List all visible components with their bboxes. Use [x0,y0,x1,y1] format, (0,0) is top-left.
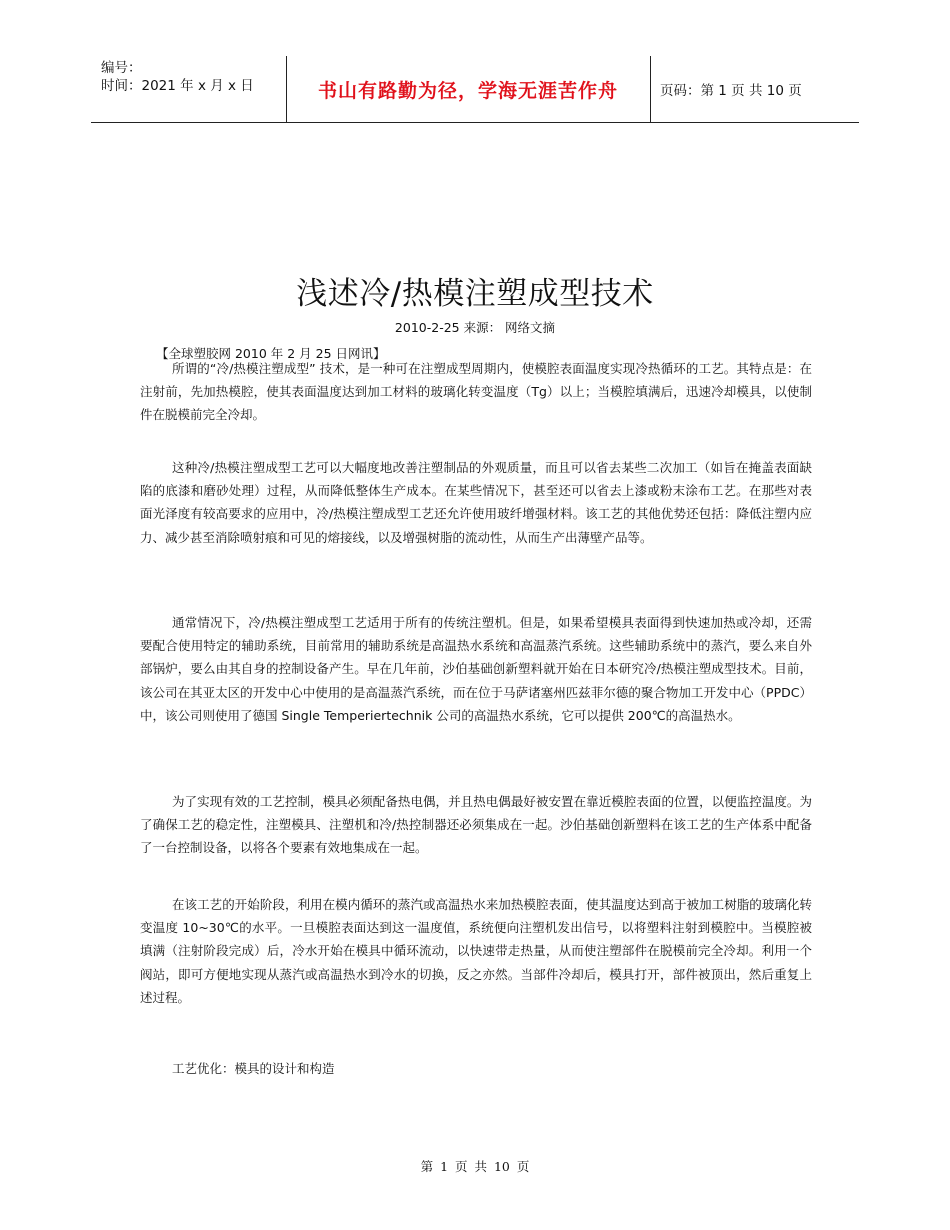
document-number-label: 编号： [101,60,142,76]
paragraph-3: 通常情况下，冷/热模注塑成型工艺适用于所有的传统注塑机。但是，如果希望模具表面得到快速加热或冷却，还需要配合使用特定的辅助系统，目前常用的辅助系统是高温热水系统和高温蒸汽系统。这些辅助系统中的蒸汽，要么来自外部锅炉，要么由其自身的控制设备产生。早在几年前，沙伯基础创新塑料就开始在日本研究冷/热模注塑成型技术。目前，该公司在其亚太区的开发中心中使用的是高温蒸汽系统，而在位于马萨诸塞州匹兹菲尔德的聚合物加工开发中心（PPDC）中，该公司则使用了德国 Single Temperiertechnik 公司的高温热水系统，它可以提供 200℃的高温热水。 [140,615,812,723]
header-info-cell [91,56,287,122]
header-page-info: 页码：第 1 页 共 10 页 [660,83,802,99]
section-heading: 工艺优化：模具的设计和构造 [172,1061,335,1076]
paragraph-2: 这种冷/热模注塑成型工艺可以大幅度地改善注塑制品的外观质量，而且可以省去某些二次加工（如旨在掩盖表面缺陷的底漆和磨砂处理）过程，从而降低整体生产成本。在某些情况下，甚至还可以省去上漆或粉末涂布工艺。在那些对表面光泽度有较高要求的应用中，冷/热模注塑成型工艺还允许使用玻纤增强材料。该工艺的其他优势还包括：降低注塑内应力、减少甚至消除喷射痕和可见的熔接线，以及增强树脂的流动性，从而生产出薄壁产品等。 [140,460,812,545]
paragraph-5: 在该工艺的开始阶段，利用在模内循环的蒸汽或高温热水来加热模腔表面，使其温度达到高于被加工树脂的玻璃化转变温度 10~30℃的水平。一旦模腔表面达到这一温度值，系统便向注塑机发出信号，以将塑料注射到模腔中。当模腔被填满（注射阶段完成）后，冷水开始在模具中循环流动，以快速带走热量，从而使注塑部件在脱模前完全冷却。利用一个阀站，即可方便地实现从蒸汽或高温热水到冷水的切换，反之亦然。当部件冷却后，模具打开，部件被顶出，然后重复上述过程。 [140,897,812,1005]
page-footer: 第 1 页 共 10 页 [420,1159,530,1174]
header-motto: 书山有路勤为径，学海无涯苦作舟 [317,79,618,102]
header-page-cell [651,56,859,122]
paragraph-4: 为了实现有效的工艺控制，模具必须配备热电偶，并且热电偶最好被安置在靠近模腔表面的位置，以便监控温度。为了确保工艺的稳定性，注塑模具、注塑机和冷/热控制器还必须集成在一起。沙伯基础创新塑料在该工艺的生产体系中配备了一台控制设备，以将各个要素有效地集成在一起。 [140,794,812,856]
header-motto-cell [286,56,651,122]
article-title: 浅述冷/热模注塑成型技术 [296,276,654,312]
article-meta: 2010-2-25 来源： 网络文摘 [394,320,556,335]
article-source-note: 【全球塑胶网 2010 年 2 月 25 日网讯】 [156,346,386,361]
document-time-label: 时间：2021 年 x 月 x 日 [101,78,254,94]
page-header [91,56,859,123]
paragraph-1: 所谓的“冷/热模注塑成型” 技术，是一种可在注塑成型周期内，使模腔表面温度实现冷热循环的工艺。其特点是：在注射前，先加热模腔，使其表面温度达到加工材料的玻璃化转变温度（Tg）以上；当模腔填满后，迅速冷却模具，以使制件在脱模前完全冷却。 [140,361,812,423]
